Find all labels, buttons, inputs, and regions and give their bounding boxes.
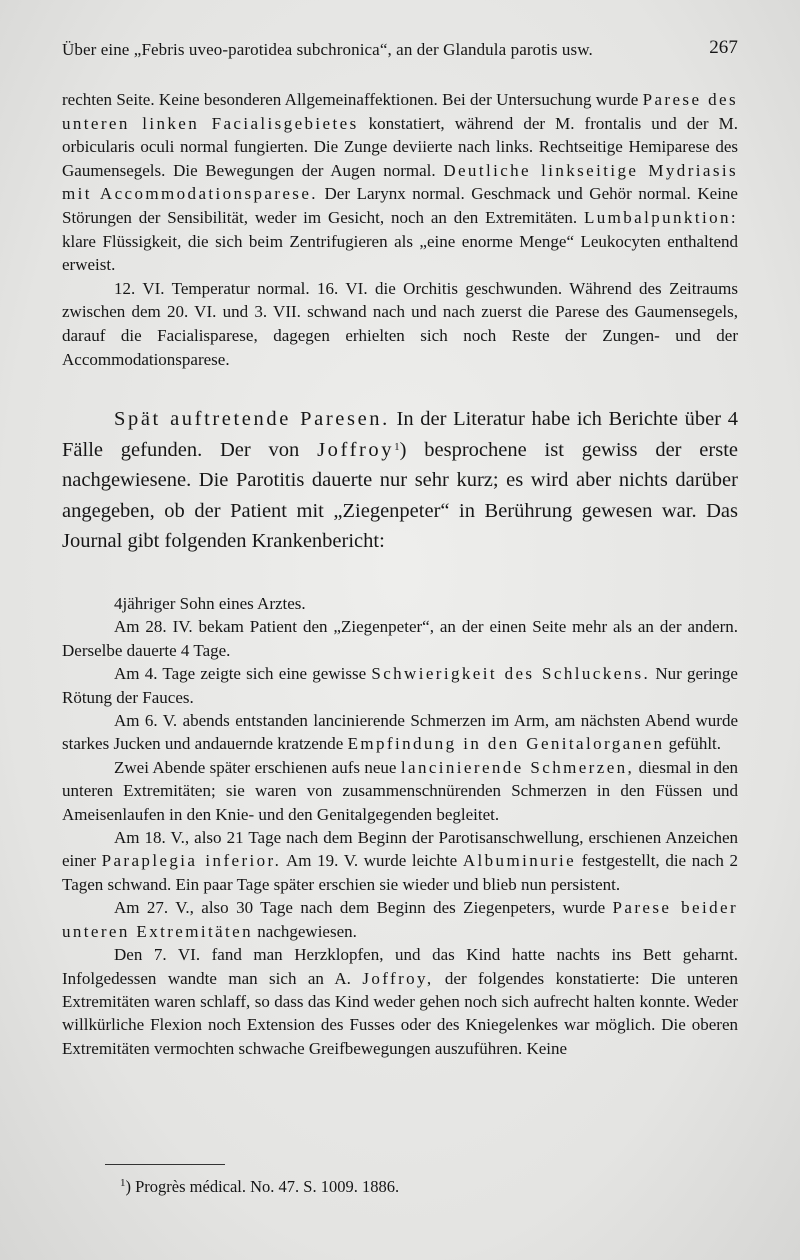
paragraph: rechten Seite. Keine besonderen Allgemeinaffektionen. Bei der Untersuchung wurde Parese des unteren linken Facialisgebietes konstatiert, während der M. frontalis und der M. orbicularis oculi normal fungierten. Die Zunge deviierte nach links. Rechtseitige Hemiparese des Gaumensegels. Die Bewegungen der Augen normal. Deutliche linkseitige Mydriasis mit Accommodationsparese. Der Larynx normal. Geschmack und Gehör normal. Keine Störungen der Sensibilität, weder im Gesicht, noch an den Extremitäten. Lumbalpunktion: klare Flüssigkeit, die sich beim Zentrifugieren als „eine enorme Menge“ Leukocyten enthaltend erweist. [62,90,738,275]
footnote-mark: 1 [120,1177,126,1189]
clinical-notes [62,88,738,371]
footnote [120,1177,399,1197]
page-number: 267 [709,37,738,58]
spaced-emphasis: Parese des unteren linken Facialisgebietes [62,90,738,133]
spaced-emphasis: Empfindung in den Genitalorganen [347,734,665,754]
paragraph: 12. VI. Temperatur normal. 16. VI. die Orchitis geschwunden. Während des Zeitraums zwischen dem 20. VI. und 3. VII. schwand nach und nach zuerst die Parese des Gaumensegels, darauf die Facialisparese, dagegen erhielten sich noch Reste der Zungen- und der Accommodationsparese. [62,278,738,369]
spaced-emphasis: Albuminurie [462,851,577,871]
spaced-emphasis: lancinierende Schmerzen, [400,757,635,777]
paragraph: Spät auftretende Paresen. In der Literatur habe ich Berichte über 4 Fälle gefunden. Der von Joffroy$^1$) besprochene ist gewiss der erste nachgewiesene. Die Parotitis dauerte nur sehr kurz; es wird aber nichts darüber angegeben, ob der Patient mit „Ziegenpeter“ in Berührung gewesen war. Das Journal gibt folgenden Krankenbericht: [62,408,738,552]
body-text [62,404,738,557]
spaced-emphasis: Paraplegia inferior. [101,851,282,871]
footnote-ref: 1 [394,440,400,453]
paragraph: Am 4. Tage zeigte sich eine gewisse Schwierigkeit des Schluckens. Nur geringe Rötung der Fauces. [62,664,738,707]
case-report [62,592,738,1060]
running-header [62,37,738,60]
paragraph: 4jähriger Sohn eines Arztes. [114,594,306,613]
author-name: Joffroy, [362,968,434,988]
paragraph: Am 18. V., also 21 Tage nach dem Beginn der Parotisanschwellung, erschienen Anzeichen einer Paraplegia inferior. Am 19. V. wurde leichte Albuminurie festgestellt, die nach 2 Tagen schwand. Ein paar Tage später erschien sie wieder und blieb nun persistent. [62,828,738,894]
footnote-divider [105,1164,225,1165]
spaced-emphasis: Deutliche linkseitige Mydriasis mit Accommodationsparese. [62,160,738,204]
paragraph: Am 28. IV. bekam Patient den „Ziegenpeter“, an der einen Seite mehr als an der andern. Derselbe dauerte 4 Tage. [62,617,738,660]
paragraph: Den 7. VI. fand man Herzklopfen, und das Kind hatte nachts ins Bett geharnt. Infolgedessen wandte man sich an A. Joffroy, der folgendes konstatierte: Die unteren Extremitäten waren schlaff, so dass das Kind weder gehen noch sich aufrecht halten konnte. Weder willkürliche Flexion noch Extension des Fusses oder des Kniegelenkes war möglich. Die oberen Extremitäten vermochten schwache Greifbewegungen auszuführen. Keine [62,945,738,1058]
section-heading: Spät auftretende Paresen. [114,408,390,430]
running-title: Über eine „Febris uveo-parotidea subchronica“, an der Glandula parotis usw. [62,40,593,59]
spaced-emphasis: Lumbalpunktion: [583,207,738,227]
paragraph: Am 6. V. abends entstanden lancinierende Schmerzen im Arm, am nächsten Abend wurde starkes Jucken und andauernde kratzende Empfindung in den Genitalorganen gefühlt. [62,711,738,754]
spaced-emphasis: Schwierigkeit des Schluckens. [371,664,651,684]
author-name: Joffroy [317,438,395,461]
spaced-emphasis: Parese beider unteren Extremitäten [62,898,739,941]
footnote-text: ) Progrès médical. No. 47. S. 1009. 1886. [125,1177,400,1196]
paragraph: Zwei Abende später erschienen aufs neue lancinierende Schmerzen, diesmal in den unteren Extremitäten; sie waren von zusammenschnürenden Schmerzen in den Füssen und Ameisenlaufen in den Knie- und den Genitalgegenden begleitet. [62,757,739,824]
paragraph: Am 27. V., also 30 Tage nach dem Beginn des Ziegenpeters, wurde Parese beider unteren Extremitäten nachgewiesen. [62,898,739,941]
